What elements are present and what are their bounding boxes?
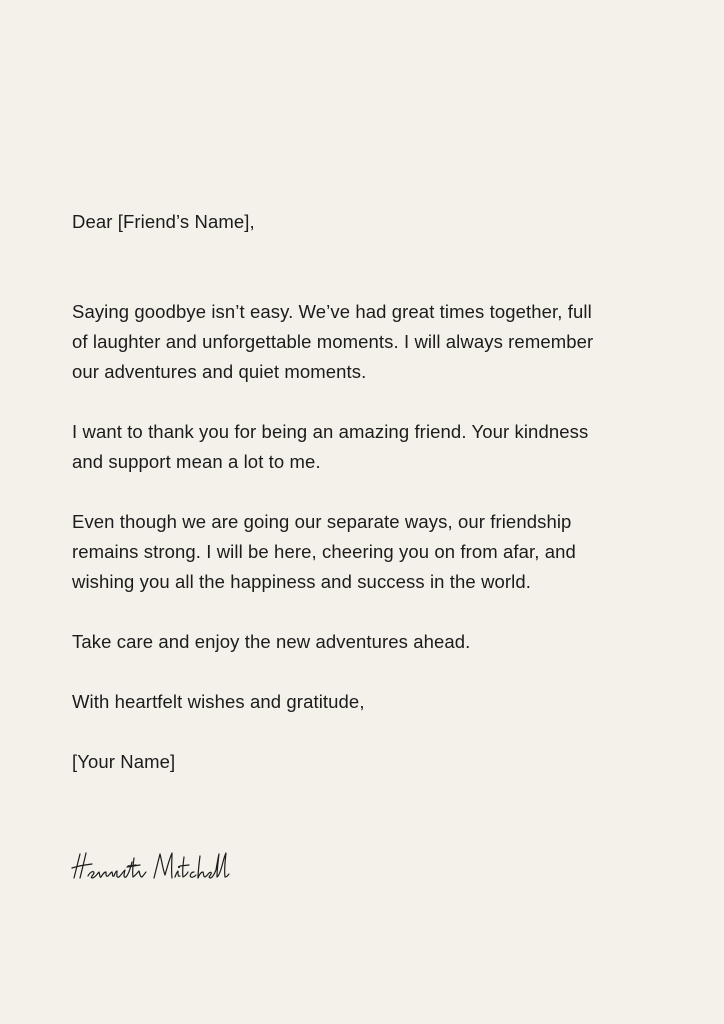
paragraph-line: remains strong. I will be here, cheering you on from afar, and — [72, 541, 576, 562]
sender-name: [Your Name] — [72, 751, 176, 772]
paragraph-line: Saying goodbye isn’t easy. We’ve had great times together, full — [72, 301, 592, 322]
paragraph-friendship — [72, 507, 672, 597]
greeting: Dear [Friend’s Name], — [72, 211, 255, 232]
signature-drawing — [70, 848, 230, 888]
paragraph-line: I want to thank you for being an amazing friend. Your kindness — [72, 421, 589, 442]
paragraph-line: our adventures and quiet moments. — [72, 361, 367, 382]
paragraph-take-care — [72, 627, 672, 657]
paragraph-line: and support mean a lot to me. — [72, 451, 321, 472]
paragraph-goodbye — [72, 297, 672, 387]
closing: With heartfelt wishes and gratitude, — [72, 691, 365, 712]
paragraph-line: of laughter and unforgettable moments. I will always remember — [72, 331, 594, 352]
paragraph-line: Take care and enjoy the new adventures ahead. — [72, 631, 471, 652]
paragraph-line: wishing you all the happiness and success in the world. — [72, 571, 532, 592]
paragraph-line: Even though we are going our separate ways, our friendship — [72, 511, 572, 532]
letter-body — [72, 207, 672, 777]
handwritten-signature — [70, 848, 230, 888]
paragraph-thanks — [72, 417, 672, 477]
